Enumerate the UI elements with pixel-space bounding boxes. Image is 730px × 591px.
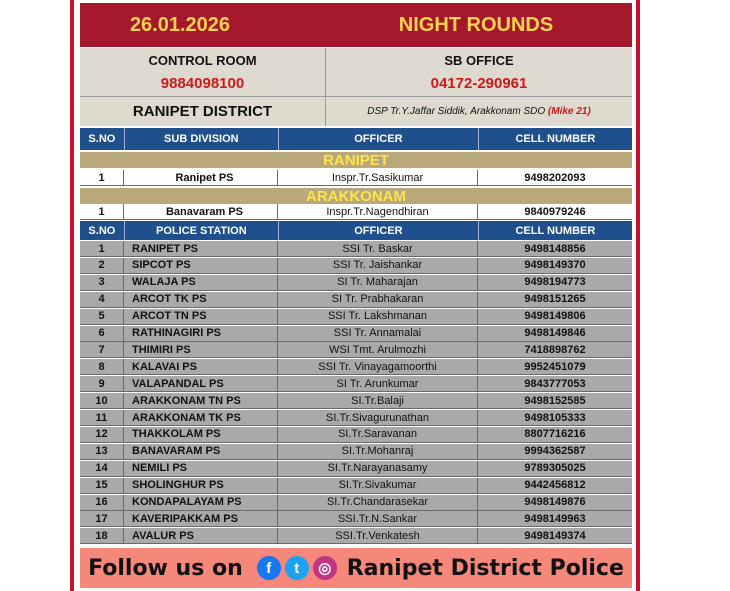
row-sno: 17 bbox=[80, 511, 124, 526]
row-officer: SSI.Tr.Venkatesh bbox=[278, 528, 478, 543]
table-row bbox=[80, 461, 632, 477]
row-sno: 6 bbox=[80, 326, 124, 341]
row-sno: 9 bbox=[80, 376, 124, 391]
row-cell: 9498152585 bbox=[524, 394, 586, 407]
row-cell: 9498149876 bbox=[524, 496, 586, 508]
row-officer: SI.Tr.Mohanraj bbox=[278, 444, 478, 459]
row-sno: 15 bbox=[80, 478, 124, 493]
row-station: SIPCOT PS bbox=[124, 258, 278, 273]
row-station: RANIPET PS bbox=[124, 241, 278, 256]
row-sno: 2 bbox=[80, 258, 124, 273]
header-banner bbox=[80, 3, 632, 47]
col-police-station: POLICE STATION bbox=[125, 221, 279, 240]
dsp-name: DSP Tr.Y.Jaffar Siddik, Arakkonam SDO bbox=[367, 105, 546, 117]
row-sno: 16 bbox=[80, 495, 124, 510]
row-sno: 11 bbox=[80, 410, 124, 425]
instagram-icon: ◎ bbox=[313, 556, 337, 580]
row-sno: 1 bbox=[80, 204, 124, 219]
row-cell: 9952451079 bbox=[524, 360, 586, 373]
dsp-officer bbox=[326, 98, 632, 124]
row-station: BANAVARAM PS bbox=[124, 444, 278, 459]
row-cell: 9498149370 bbox=[524, 259, 586, 272]
row-officer: SSI Tr. Annamalai bbox=[278, 326, 478, 341]
row-sno: 14 bbox=[80, 461, 124, 476]
control-room-number: 9884098100 bbox=[160, 74, 245, 92]
row-officer: SI.Tr.Sivagurunathan bbox=[278, 410, 478, 425]
table-row bbox=[80, 292, 632, 308]
row-station: RATHINAGIRI PS bbox=[124, 326, 278, 341]
police-station-table-header bbox=[80, 221, 632, 240]
row-cell: 9498148856 bbox=[524, 242, 586, 255]
row-officer: SI.Tr.Balaji bbox=[278, 393, 478, 408]
table-row bbox=[80, 359, 632, 375]
row-officer: SI.Tr.Saravanan bbox=[278, 427, 478, 442]
row-sno: 4 bbox=[80, 292, 124, 307]
control-room-label: CONTROL ROOM bbox=[148, 52, 257, 68]
table-row bbox=[80, 326, 632, 342]
table-row bbox=[80, 342, 632, 358]
row-cell: 9442456812 bbox=[524, 479, 586, 492]
table-row bbox=[80, 528, 632, 544]
row-officer: WSI Tmt. Arulmozhi bbox=[278, 342, 478, 357]
row-sno: 7 bbox=[80, 342, 124, 357]
right-red-border bbox=[636, 0, 640, 591]
row-officer: SI.Tr.Chandarasekar bbox=[278, 495, 478, 510]
table-row bbox=[80, 376, 632, 392]
col-sno: S.NO bbox=[80, 128, 125, 150]
col-officer: OFFICER bbox=[279, 128, 479, 150]
sb-office-label: SB OFFICE bbox=[444, 52, 514, 68]
row-sno: 5 bbox=[80, 309, 124, 324]
row-cell: 9498149806 bbox=[524, 310, 586, 323]
row-cell: 9789305025 bbox=[524, 462, 586, 475]
table-row bbox=[80, 170, 632, 186]
row-station: SHOLINGHUR PS bbox=[124, 478, 278, 493]
row-station: THAKKOLAM PS bbox=[124, 427, 278, 442]
row-sno: 13 bbox=[80, 444, 124, 459]
row-cell: 9994362587 bbox=[524, 445, 586, 458]
row-sno: 1 bbox=[80, 241, 124, 256]
row-cell: 9498149963 bbox=[524, 512, 586, 525]
section-arakkonam: ARAKKONAM bbox=[80, 188, 632, 204]
row-officer: SSI Tr. Vinayagamoorthi bbox=[278, 359, 478, 374]
facebook-icon: f bbox=[257, 556, 281, 580]
row-officer: Inspr.Tr.Nagendhiran bbox=[278, 204, 478, 219]
row-sno: 1 bbox=[80, 170, 124, 185]
row-cell: 9498149374 bbox=[524, 529, 586, 542]
row-officer: SSI.Tr.N.Sankar bbox=[278, 511, 478, 526]
table-row bbox=[80, 478, 632, 494]
col-officer: OFFICER bbox=[279, 221, 479, 240]
brand-name: Ranipet District Police bbox=[346, 555, 624, 581]
row-station: ARAKKONAM TN PS bbox=[124, 393, 278, 408]
row-cell: 9840979246 bbox=[524, 205, 586, 218]
report-date: 26.01.2026 bbox=[129, 13, 231, 36]
row-officer: SI.Tr.Narayanasamy bbox=[278, 461, 478, 476]
table-row bbox=[80, 410, 632, 426]
row-sno: 18 bbox=[80, 528, 124, 543]
table-row bbox=[80, 309, 632, 325]
table-row bbox=[80, 444, 632, 460]
row-cell: 9498149846 bbox=[524, 327, 586, 339]
sb-office-number: 04172-290961 bbox=[430, 74, 528, 92]
row-station: KALAVAI PS bbox=[124, 359, 278, 374]
table-row bbox=[80, 495, 632, 511]
row-station: KAVERIPAKKAM PS bbox=[124, 511, 278, 526]
section-ranipet: RANIPET bbox=[80, 152, 632, 168]
row-officer: SSI Tr. Jaishankar bbox=[278, 258, 478, 273]
row-sno: 8 bbox=[80, 359, 124, 374]
row-officer: SI Tr. Maharajan bbox=[278, 275, 478, 290]
row-station: ARCOT TN PS bbox=[124, 309, 278, 324]
table-row bbox=[80, 427, 632, 443]
row-station: AVALUR PS bbox=[124, 528, 278, 543]
row-station: VALAPANDAL PS bbox=[124, 376, 278, 391]
table-row bbox=[80, 241, 632, 257]
sub-division-table-header bbox=[80, 128, 632, 150]
district-name: RANIPET DISTRICT bbox=[132, 102, 273, 120]
row-cell: 9498194773 bbox=[524, 276, 586, 289]
table-row bbox=[80, 275, 632, 291]
night-rounds-sheet bbox=[74, 0, 636, 591]
row-cell: 9498151265 bbox=[524, 293, 586, 306]
row-officer: SSI Tr. Baskar bbox=[278, 241, 478, 256]
col-sub-division: SUB DIVISION bbox=[125, 128, 279, 150]
row-station: ARAKKONAM TK PS bbox=[124, 410, 278, 425]
row-officer: SI Tr. Arunkumar bbox=[278, 376, 478, 391]
row-cell: 9498202093 bbox=[524, 171, 586, 184]
row-officer: SSI Tr. Lakshmanan bbox=[278, 309, 478, 324]
row-officer: SI.Tr.Sivakumar bbox=[278, 478, 478, 493]
row-station: NEMILI PS bbox=[124, 461, 278, 476]
contact-info-panel bbox=[80, 48, 632, 126]
table-row bbox=[80, 258, 632, 274]
col-sno: S.NO bbox=[80, 221, 125, 240]
row-sno: 12 bbox=[80, 427, 124, 442]
col-cell-number: CELL NUMBER bbox=[515, 133, 596, 145]
row-station: THIMIRI PS bbox=[124, 342, 278, 357]
report-title: NIGHT ROUNDS bbox=[398, 13, 554, 36]
row-cell: 9498105333 bbox=[524, 411, 586, 424]
row-cell: 8807716216 bbox=[524, 428, 586, 441]
row-cell: 9843777053 bbox=[524, 377, 586, 390]
follow-text: Follow us on bbox=[88, 555, 243, 581]
table-row bbox=[80, 204, 632, 220]
row-cell: 7418898762 bbox=[524, 343, 586, 356]
row-sno: 3 bbox=[80, 275, 124, 290]
dsp-mike-code: (Mike 21) bbox=[547, 105, 591, 117]
twitter-icon: t bbox=[285, 556, 309, 580]
table-row bbox=[80, 511, 632, 527]
row-officer: SI Tr. Prabhakaran bbox=[278, 292, 478, 307]
row-sno: 10 bbox=[80, 393, 124, 408]
row-station: Banavaram PS bbox=[124, 204, 278, 219]
row-station: WALAJA PS bbox=[124, 275, 278, 290]
row-station: KONDAPALAYAM PS bbox=[124, 495, 278, 510]
row-officer: Inspr.Tr.Sasikumar bbox=[278, 170, 478, 185]
col-cell-number: CELL NUMBER bbox=[515, 224, 596, 237]
row-station: Ranipet PS bbox=[124, 170, 278, 185]
row-station: ARCOT TK PS bbox=[124, 292, 278, 307]
social-footer bbox=[80, 548, 632, 588]
table-row bbox=[80, 393, 632, 409]
info-divider-horizontal bbox=[80, 96, 632, 97]
